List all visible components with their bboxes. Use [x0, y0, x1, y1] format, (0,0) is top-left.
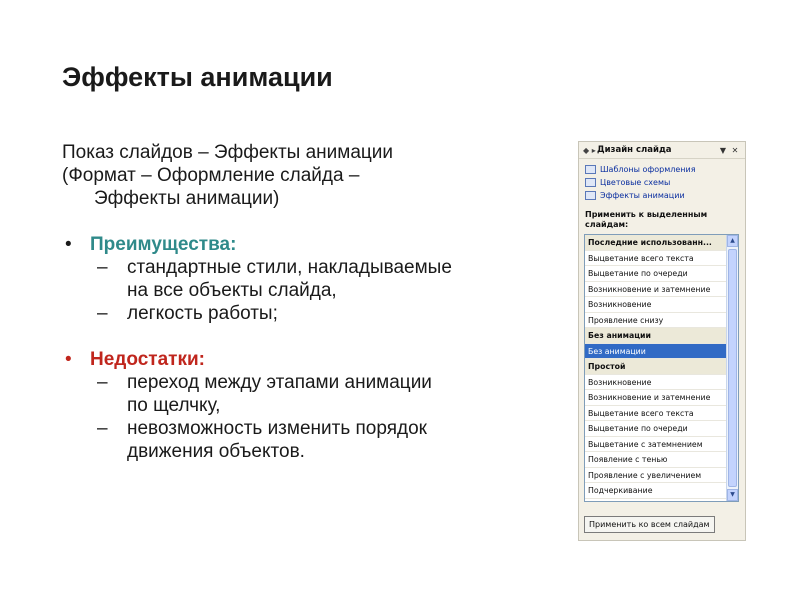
list-item[interactable]: Проявление снизу [585, 313, 726, 329]
advantage-item [62, 256, 552, 302]
list-group-header: Простой [585, 359, 726, 375]
scroll-down-icon[interactable]: ▼ [727, 489, 738, 501]
link-label: Эффекты анимации [600, 191, 685, 200]
disadvantage-text: переход между этапами анимации [127, 372, 432, 393]
menu-path-line: Эффекты анимации) [94, 188, 280, 209]
disadvantages-bullet [62, 348, 552, 371]
menu-path-line: (Формат – Оформление слайда – [62, 165, 360, 186]
advantage-text: легкость работы; [127, 303, 278, 324]
list-item[interactable]: Подчеркивание [585, 483, 726, 499]
link-label: Цветовые схемы [600, 178, 671, 187]
list-item[interactable]: Выцветание всего текста [585, 251, 726, 267]
disadvantage-text: невозможность изменить порядок [127, 418, 427, 439]
list-item[interactable]: Возникновение и затемнение [585, 390, 726, 406]
link-color-schemes[interactable] [585, 176, 739, 189]
disadvantages-heading: Недостатки: [90, 349, 205, 370]
disadvantage-text: движения объектов. [127, 441, 305, 462]
slide-body [62, 141, 552, 463]
list-item[interactable]: Проявление с увеличением [585, 468, 726, 484]
animation-scheme-list[interactable] [584, 234, 739, 502]
chevron-down-icon[interactable]: ▼ [719, 145, 727, 155]
list-item[interactable]: Возникновение [585, 297, 726, 313]
list-item[interactable]: Без анимации [585, 344, 726, 360]
list-item[interactable]: Выцветание с затемнением [585, 437, 726, 453]
animation-effects-icon [585, 191, 596, 200]
advantage-text: стандартные стили, накладываемые [127, 257, 452, 278]
scroll-up-icon[interactable]: ▲ [727, 235, 738, 247]
link-animation-effects[interactable] [585, 189, 739, 202]
back-forward-icon[interactable]: ◆ ▸ [583, 145, 596, 155]
dash: – [97, 418, 108, 439]
list-item[interactable]: Выцветание по очереди [585, 421, 726, 437]
list-item[interactable]: Появление с тенью [585, 452, 726, 468]
list-item[interactable]: Возникновение [585, 375, 726, 391]
disadvantage-item [62, 417, 552, 463]
bullet-dot: • [65, 234, 72, 255]
list-item[interactable]: Выцветание по очереди [585, 266, 726, 282]
advantages-heading: Преимущества: [90, 234, 237, 255]
list-item[interactable]: Выцветание всего текста [585, 406, 726, 422]
menu-path-line: Показ слайдов – Эффекты анимации [62, 142, 393, 163]
scroll-thumb[interactable] [728, 249, 737, 487]
slide-design-task-pane [578, 141, 746, 541]
color-scheme-icon [585, 178, 596, 187]
link-design-templates[interactable] [585, 163, 739, 176]
slide-title: Эффекты анимации [62, 62, 333, 92]
advantage-text: на все объекты слайда, [127, 280, 337, 301]
dash: – [97, 257, 108, 278]
dash: – [97, 372, 108, 393]
apply-to-all-slides-button[interactable]: Применить ко всем слайдам [584, 516, 715, 533]
apply-to-selected-label: Применить к выделенным слайдам: [585, 210, 708, 229]
list-group-header: Последние использованн... [585, 235, 726, 251]
task-pane-title: Дизайн слайда [597, 145, 672, 155]
disadvantage-text: по щелчку, [127, 395, 221, 416]
disadvantage-item [62, 371, 552, 417]
list-item[interactable]: Возникновение и затемнение [585, 282, 726, 298]
dash: – [97, 303, 108, 324]
close-icon[interactable]: ✕ [731, 145, 739, 155]
advantage-item [62, 302, 552, 325]
bullet-dot: • [65, 349, 72, 370]
design-template-icon [585, 165, 596, 174]
link-label: Шаблоны оформления [600, 165, 696, 174]
list-group-header: Без анимации [585, 328, 726, 344]
task-pane-header [579, 142, 745, 159]
list-scrollbar[interactable] [726, 235, 738, 501]
advantages-bullet [62, 233, 552, 256]
